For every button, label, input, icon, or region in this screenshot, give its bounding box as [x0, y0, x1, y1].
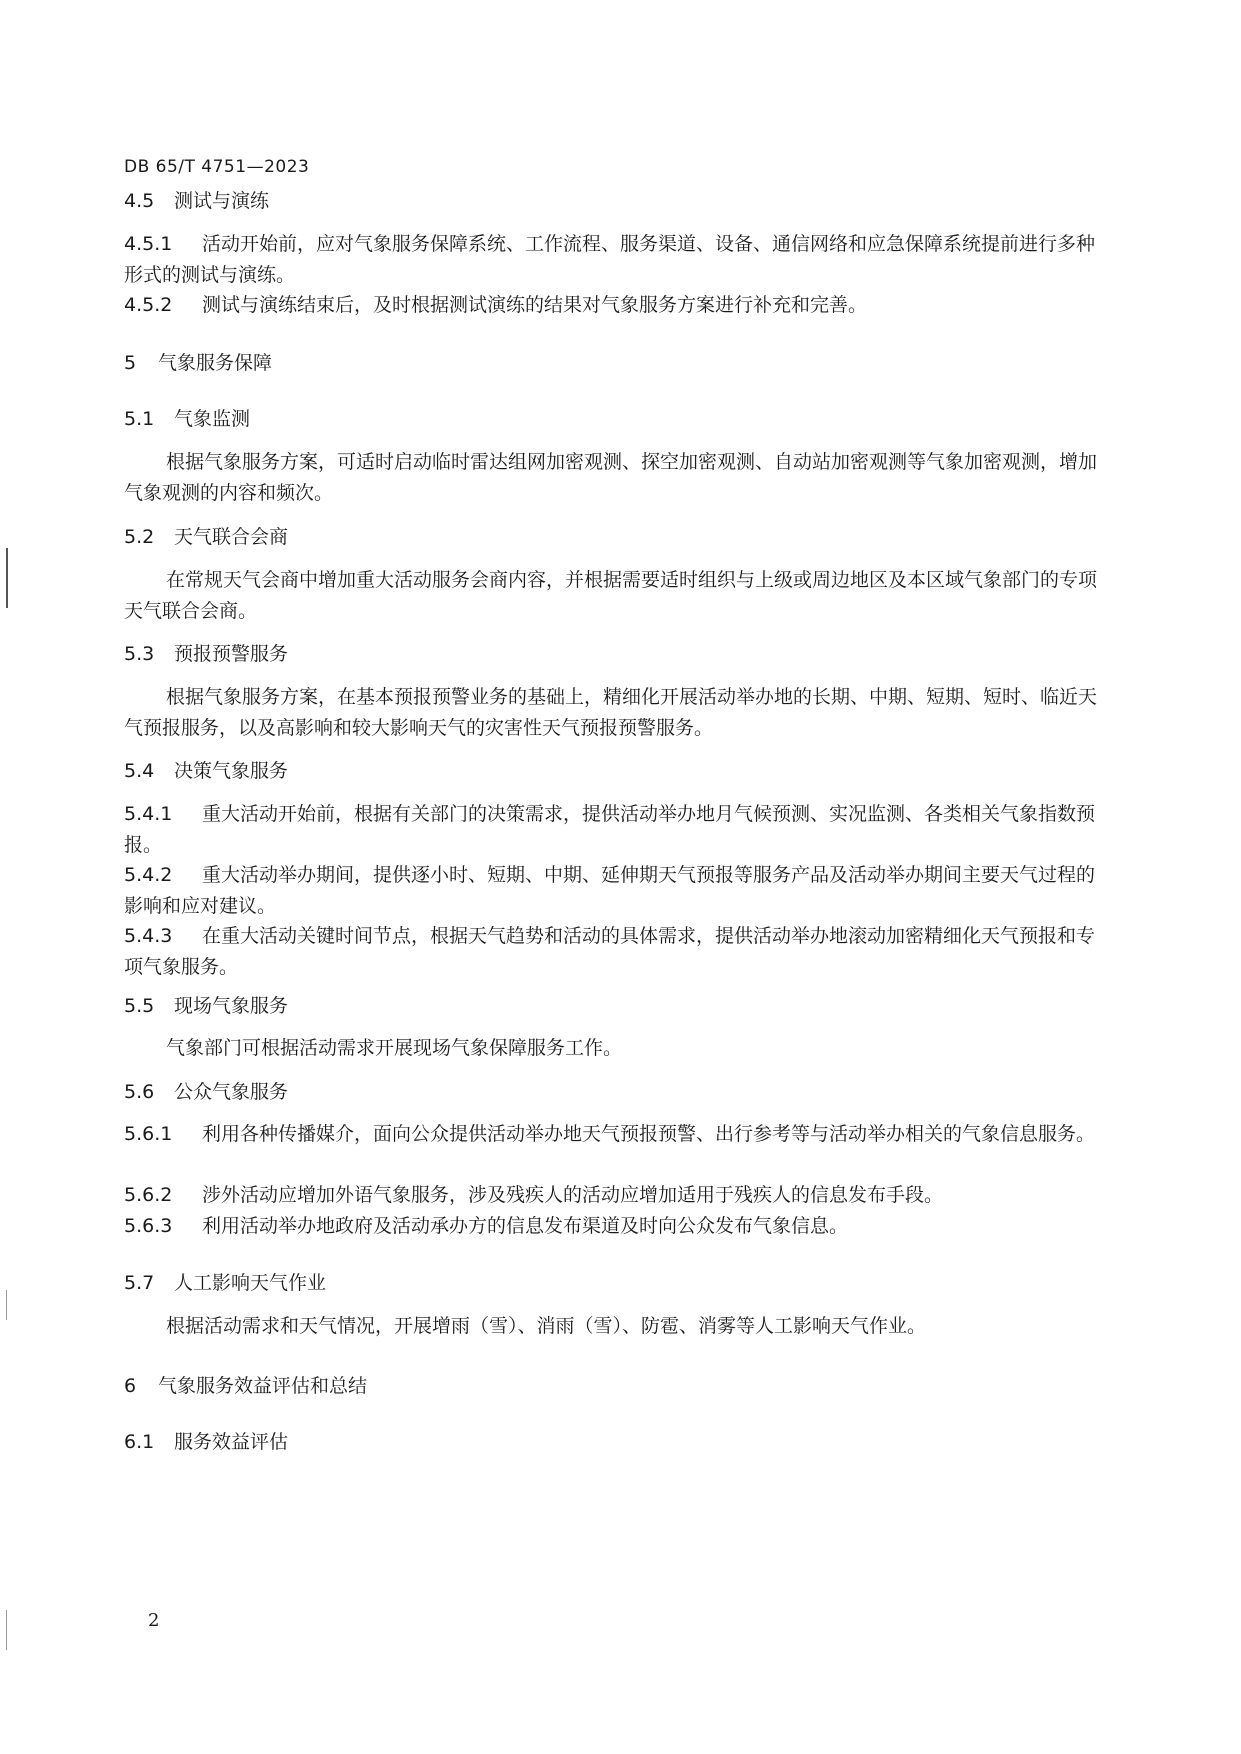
section-heading-4-5	[124, 186, 1097, 217]
clause-text: 活动开始前，应对气象服务保障系统、工作流程、服务渠道、设备、通信网络和应急保障系统提前进行多种形式的测试与演练。	[124, 233, 1096, 286]
clause-number: 4.5.2	[124, 294, 173, 316]
section-title: 服务效益评估	[174, 1431, 289, 1453]
section-title: 决策气象服务	[174, 760, 289, 782]
chapter-title: 气象服务保障	[158, 352, 273, 374]
section-number: 5.6	[124, 1081, 155, 1103]
scan-artifact-line	[6, 548, 8, 608]
clause-number: 5.6.3	[124, 1215, 173, 1237]
clause-5-4-2	[124, 860, 1097, 922]
scan-artifact-line	[6, 1290, 7, 1320]
section-heading-5-4	[124, 756, 1097, 787]
section-number: 5.5	[124, 995, 155, 1017]
section-heading-6-1	[124, 1427, 1097, 1458]
clause-5-6-2	[124, 1180, 1097, 1211]
paragraph-5-3: 根据气象服务方案，在基本预报预警业务的基础上，精细化开展活动举办地的长期、中期、短期、短时、临近天气预报服务，以及高影响和较大影响天气的灾害性天气预报预警服务。	[124, 686, 1098, 739]
chapter-title: 气象服务效益评估和总结	[158, 1375, 368, 1397]
section-number: 6.1	[124, 1431, 155, 1453]
section-number: 5.1	[124, 408, 155, 430]
clause-5-6-3	[124, 1211, 1097, 1242]
section-title: 公众气象服务	[174, 1081, 289, 1103]
section-heading-5-3	[124, 639, 1097, 670]
clause-text: 涉外活动应增加外语气象服务，涉及残疾人的活动应增加适用于残疾人的信息发布手段。	[202, 1184, 944, 1206]
scan-artifact-line	[6, 1610, 7, 1650]
document-code: DB 65/T 4751—2023	[124, 157, 310, 177]
section-number: 4.5	[124, 190, 155, 212]
paragraph-5-2: 在常规天气会商中增加重大活动服务会商内容，并根据需要适时组织与上级或周边地区及本区域气象部门的专项天气联合会商。	[124, 569, 1098, 622]
clause-number: 5.4.2	[124, 864, 173, 886]
section-number: 5.3	[124, 643, 155, 665]
chapter-number: 6	[124, 1375, 137, 1397]
clause-4-5-1	[124, 229, 1097, 291]
paragraph-5-5: 气象部门可根据活动需求开展现场气象保障服务工作。	[166, 1037, 623, 1059]
section-heading-5-6	[124, 1077, 1097, 1108]
clause-4-5-2	[124, 290, 1097, 321]
section-title: 人工影响天气作业	[174, 1272, 327, 1294]
section-title: 气象监测	[174, 408, 251, 430]
section-title: 测试与演练	[174, 190, 270, 212]
paragraph-5-7: 根据活动需求和天气情况，开展增雨（雪）、消雨（雪）、防雹、消雾等人工影响天气作业。	[166, 1315, 927, 1337]
section-heading-5-2	[124, 522, 1097, 553]
section-title: 预报预警服务	[174, 643, 289, 665]
section-number: 5.2	[124, 526, 155, 548]
section-number: 5.4	[124, 760, 155, 782]
clause-text: 测试与演练结束后，及时根据测试演练的结果对气象服务方案进行补充和完善。	[202, 294, 868, 316]
paragraph-5-1: 根据气象服务方案，可适时启动临时雷达组网加密观测、探空加密观测、自动站加密观测等气象加密观测，增加气象观测的内容和频次。	[124, 451, 1098, 504]
clause-number: 5.4.3	[124, 925, 173, 947]
chapter-heading-5	[124, 348, 1097, 379]
chapter-heading-6	[124, 1371, 1097, 1402]
clause-text: 利用活动举办地政府及活动承办方的信息发布渠道及时向公众发布气象信息。	[202, 1215, 849, 1237]
clause-text: 在重大活动关键时间节点，根据天气趋势和活动的具体需求，提供活动举办地滚动加密精细化天气预报和专项气象服务。	[124, 925, 1096, 978]
section-heading-5-1	[124, 404, 1097, 435]
clause-5-6-1	[124, 1119, 1097, 1150]
clause-5-4-1	[124, 799, 1097, 861]
clause-text: 重大活动举办期间，提供逐小时、短期、中期、延伸期天气预报等服务产品及活动举办期间主要天气过程的影响和应对建议。	[124, 864, 1096, 917]
section-heading-5-5	[124, 991, 1097, 1022]
clause-5-4-3	[124, 921, 1097, 983]
section-number: 5.7	[124, 1272, 155, 1294]
section-title: 天气联合会商	[174, 526, 289, 548]
clause-number: 4.5.1	[124, 233, 173, 255]
chapter-number: 5	[124, 352, 137, 374]
clause-number: 5.6.1	[124, 1123, 173, 1145]
page-number: 2	[148, 1610, 160, 1631]
clause-text: 利用各种传播媒介，面向公众提供活动举办地天气预报预警、出行参考等与活动举办相关的气象信息服务。	[202, 1123, 1096, 1145]
section-heading-5-7	[124, 1268, 1097, 1299]
clause-number: 5.4.1	[124, 803, 173, 825]
section-title: 现场气象服务	[174, 995, 289, 1017]
clause-number: 5.6.2	[124, 1184, 173, 1206]
clause-text: 重大活动开始前，根据有关部门的决策需求，提供活动举办地月气候预测、实况监测、各类相关气象指数预报。	[124, 803, 1096, 856]
